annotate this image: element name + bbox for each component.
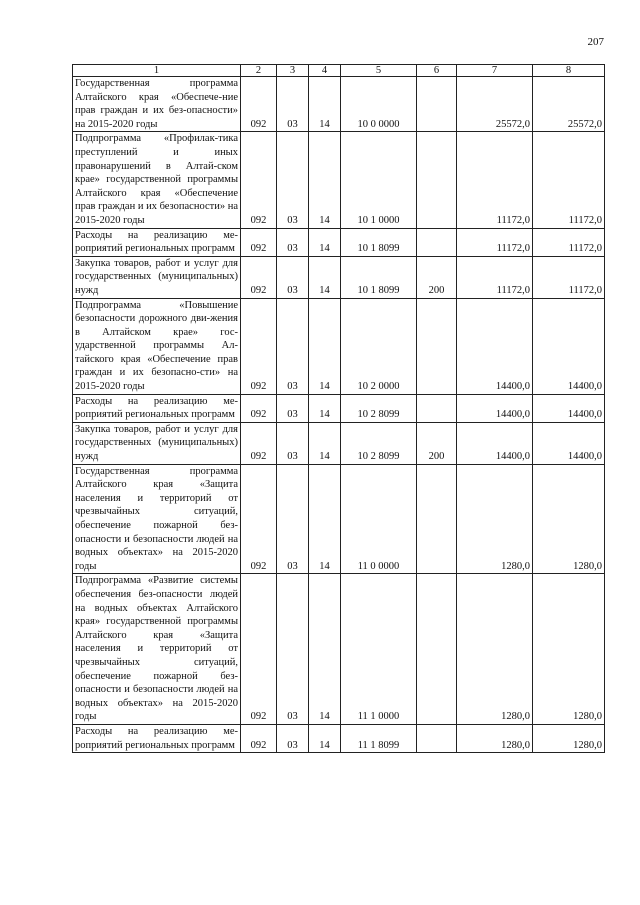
cell-amount-7: 14400,0 xyxy=(457,298,533,394)
cell-amount-8: 11172,0 xyxy=(533,256,605,298)
row-name: Расходы на реализацию ме-роприятий региональных программ xyxy=(73,394,241,422)
row-name: Подпрограмма «Развитие системы обеспечения без-опасности людей на водных объектах Алтайского края» государственной программы Алтайского края «Защита населения и территорий от чрезвычайных ситуаций, обеспечение пожарной без-опасности и безопасности людей на водных объектах» на 2015-2020 годы xyxy=(73,574,241,725)
cell-amount-7: 1280,0 xyxy=(457,724,533,752)
cell-section: 03 xyxy=(277,464,309,574)
cell-amount-7: 11172,0 xyxy=(457,228,533,256)
cell-type xyxy=(417,228,457,256)
cell-amount-7: 25572,0 xyxy=(457,77,533,132)
cell-subsection: 14 xyxy=(309,422,341,464)
cell-amount-8: 14400,0 xyxy=(533,394,605,422)
cell-section: 03 xyxy=(277,132,309,228)
cell-section: 03 xyxy=(277,256,309,298)
cell-target: 10 2 8099 xyxy=(341,394,417,422)
cell-amount-8: 11172,0 xyxy=(533,132,605,228)
column-header: 3 xyxy=(277,65,309,77)
column-header: 4 xyxy=(309,65,341,77)
cell-type xyxy=(417,298,457,394)
cell-code: 092 xyxy=(241,228,277,256)
cell-code: 092 xyxy=(241,256,277,298)
column-header: 5 xyxy=(341,65,417,77)
cell-target: 10 2 8099 xyxy=(341,422,417,464)
cell-amount-7: 1280,0 xyxy=(457,574,533,725)
cell-amount-7: 1280,0 xyxy=(457,464,533,574)
cell-amount-8: 25572,0 xyxy=(533,77,605,132)
table-row xyxy=(73,228,605,256)
cell-type xyxy=(417,77,457,132)
cell-type xyxy=(417,132,457,228)
cell-section: 03 xyxy=(277,422,309,464)
cell-type: 200 xyxy=(417,422,457,464)
cell-section: 03 xyxy=(277,394,309,422)
row-name: Подпрограмма «Профилак-тика преступлений и иных правонарушений в Алтай-ском крае» государственной программы Алтайского края «Обеспечение прав граждан и их безопасности» на 2015-2020 годы xyxy=(73,132,241,228)
cell-target: 11 1 8099 xyxy=(341,724,417,752)
cell-code: 092 xyxy=(241,464,277,574)
cell-subsection: 14 xyxy=(309,256,341,298)
header-row xyxy=(73,65,605,77)
cell-type xyxy=(417,574,457,725)
cell-type xyxy=(417,464,457,574)
cell-subsection: 14 xyxy=(309,132,341,228)
row-name: Расходы на реализацию ме-роприятий региональных программ xyxy=(73,724,241,752)
row-name: Подпрограмма «Повышение безопасности дорожного дви-жения в Алтайском крае» гос-ударственной программы Ал-тайского края «Обеспечение прав граждан и их безопасно-сти» на 2015-2020 годы xyxy=(73,298,241,394)
cell-type xyxy=(417,724,457,752)
cell-target: 10 2 0000 xyxy=(341,298,417,394)
cell-target: 10 1 0000 xyxy=(341,132,417,228)
cell-amount-8: 14400,0 xyxy=(533,422,605,464)
cell-subsection: 14 xyxy=(309,464,341,574)
row-name: Закупка товаров, работ и услуг для государственных (муниципальных) нужд xyxy=(73,256,241,298)
row-name: Государственная программа Алтайского края «Обеспече-ние прав граждан и их без-опасности» на 2015-2020 годы xyxy=(73,77,241,132)
cell-code: 092 xyxy=(241,724,277,752)
cell-amount-7: 14400,0 xyxy=(457,394,533,422)
cell-section: 03 xyxy=(277,228,309,256)
cell-code: 092 xyxy=(241,77,277,132)
budget-table xyxy=(72,64,605,753)
table-row xyxy=(73,422,605,464)
table-row xyxy=(73,256,605,298)
cell-amount-7: 11172,0 xyxy=(457,256,533,298)
table-row xyxy=(73,574,605,725)
cell-amount-8: 1280,0 xyxy=(533,724,605,752)
cell-type xyxy=(417,394,457,422)
cell-target: 10 0 0000 xyxy=(341,77,417,132)
table-row xyxy=(73,132,605,228)
row-name: Закупка товаров, работ и услуг для государственных (муниципальных) нужд xyxy=(73,422,241,464)
cell-code: 092 xyxy=(241,298,277,394)
table-row xyxy=(73,724,605,752)
row-name: Государственная программа Алтайского края «Защита населения и территорий от чрезвычайных ситуаций, обеспечение пожарной без-опасности и безопасности людей на водных объектах» на 2015-2020 годы xyxy=(73,464,241,574)
cell-section: 03 xyxy=(277,724,309,752)
cell-subsection: 14 xyxy=(309,228,341,256)
cell-amount-8: 1280,0 xyxy=(533,574,605,725)
cell-code: 092 xyxy=(241,574,277,725)
cell-target: 10 1 8099 xyxy=(341,228,417,256)
table-row xyxy=(73,77,605,132)
cell-subsection: 14 xyxy=(309,77,341,132)
cell-type: 200 xyxy=(417,256,457,298)
cell-amount-7: 11172,0 xyxy=(457,132,533,228)
table-row xyxy=(73,298,605,394)
cell-code: 092 xyxy=(241,132,277,228)
cell-target: 10 1 8099 xyxy=(341,256,417,298)
cell-amount-8: 14400,0 xyxy=(533,298,605,394)
cell-code: 092 xyxy=(241,394,277,422)
table-row xyxy=(73,464,605,574)
cell-subsection: 14 xyxy=(309,574,341,725)
cell-subsection: 14 xyxy=(309,298,341,394)
cell-section: 03 xyxy=(277,574,309,725)
cell-section: 03 xyxy=(277,77,309,132)
cell-section: 03 xyxy=(277,298,309,394)
cell-code: 092 xyxy=(241,422,277,464)
row-name: Расходы на реализацию ме-роприятий региональных программ xyxy=(73,228,241,256)
cell-amount-8: 11172,0 xyxy=(533,228,605,256)
page-number: 207 xyxy=(587,36,604,48)
column-header: 8 xyxy=(533,65,605,77)
column-header: 1 xyxy=(73,65,241,77)
cell-amount-7: 14400,0 xyxy=(457,422,533,464)
cell-target: 11 1 0000 xyxy=(341,574,417,725)
column-header: 7 xyxy=(457,65,533,77)
cell-subsection: 14 xyxy=(309,394,341,422)
cell-target: 11 0 0000 xyxy=(341,464,417,574)
column-header: 2 xyxy=(241,65,277,77)
cell-subsection: 14 xyxy=(309,724,341,752)
cell-amount-8: 1280,0 xyxy=(533,464,605,574)
column-header: 6 xyxy=(417,65,457,77)
table-row xyxy=(73,394,605,422)
